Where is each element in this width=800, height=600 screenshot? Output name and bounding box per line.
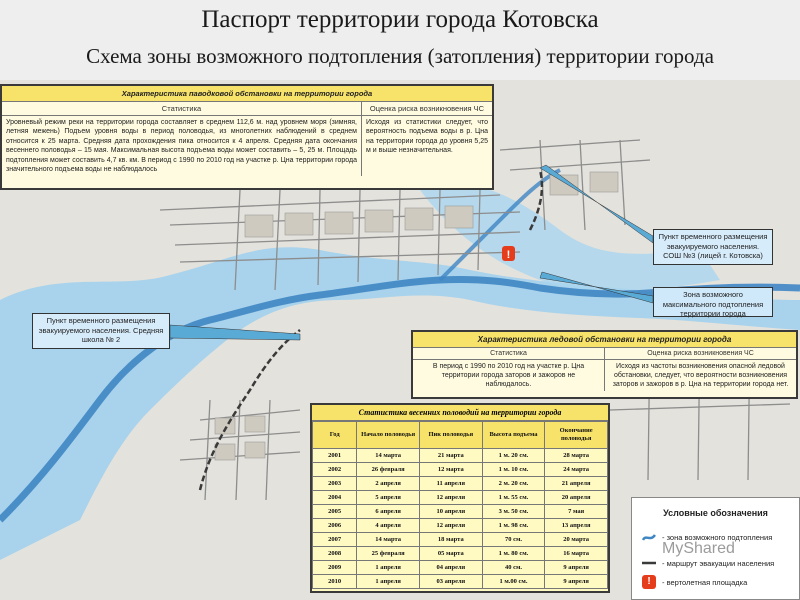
table-cell: 2010: [313, 575, 357, 589]
flood-panel-title: Характеристика паводковой обстановки на территории города: [2, 86, 492, 102]
table-cell: 28 марта: [545, 449, 608, 463]
table-cell: 20 марта: [545, 533, 608, 547]
table-cell: 16 марта: [545, 547, 608, 561]
flood-zone-swatch-icon: [642, 530, 656, 544]
table-cell: 2006: [313, 519, 357, 533]
legend-label: - вертолетная площадка: [662, 577, 748, 587]
table-header: Пик половодья: [419, 422, 482, 449]
flood-stats-text: Уровневый режим реки на территории города составляет в среднем 112,6 м. над уровнем моря (зимняя, летняя межень) Подъем уровня воды в период половодья, из многолетних наблюдений в среднем относится к 25 марта. Средняя дата прохождения пика относится к 4 апреля. Средняя дата окончания весеннего половодья – 15 мая. Максимальная высота подъема воды может составить – 5, 25 м. Площадь подтопления может составить 4,7 кв. км. В период с 1990 по 2010 год на участке р. Цна территории города значительного подъема воды не наблюдалось: [6, 119, 357, 174]
table-row: [313, 547, 608, 561]
table-cell: 20 апреля: [545, 491, 608, 505]
table-row: [313, 491, 608, 505]
page-title: Паспорт территории города Котовска: [201, 6, 599, 33]
table-row: [313, 477, 608, 491]
table-row: [313, 449, 608, 463]
table-cell: 26 февраля: [357, 463, 420, 477]
callout-flood-zone: Зона возможного максимального подтопления территории города: [653, 287, 773, 317]
ice-col-risk-header: Оценка риска возникновения ЧС: [605, 348, 796, 360]
table-cell: 14 марта: [357, 533, 420, 547]
table-cell: 21 марта: [419, 449, 482, 463]
watermark-logo: MyShared: [662, 540, 735, 557]
helipad-icon: !: [642, 575, 656, 589]
table-cell: 04 апреля: [419, 561, 482, 575]
table-cell: 2007: [313, 533, 357, 547]
city-map[interactable]: [0, 80, 800, 600]
table-row: [313, 463, 608, 477]
table-cell: 24 марта: [545, 463, 608, 477]
table-cell: 40 см.: [482, 561, 545, 575]
table-row: [313, 561, 608, 575]
table-header: Год: [313, 422, 357, 449]
ice-col-stats-header: Статистика: [413, 348, 604, 360]
table-cell: 12 марта: [419, 463, 482, 477]
table-cell: 2 м. 20 см.: [482, 477, 545, 491]
legend-item-helipad: [642, 575, 747, 589]
ice-panel-title: Характеристика ледовой обстановки на территории города: [413, 332, 796, 348]
table-cell: 13 апреля: [545, 519, 608, 533]
table-cell: 1 м. 55 см.: [482, 491, 545, 505]
spring-floods-table: [310, 403, 610, 593]
table-cell: 2001: [313, 449, 357, 463]
flood-risk-text: Исходя из статистики следует, что вероятность подъема воды в р. Цна на территории города до уровня 5,25 м и выше незначительная.: [366, 119, 488, 155]
table-cell: 03 апреля: [419, 575, 482, 589]
evacuation-route-icon: [642, 556, 656, 570]
ice-stats-text: В период с 1990 по 2010 год на участке р. Цна территории города заторов и зажоров не наблюдалось.: [432, 363, 585, 388]
ice-risk-text: Исходя из частоты возникновения опасной ледовой обстановки, следует, что вероятности возникновения заторов и зажоров в р. Цна на территории города нет.: [612, 363, 789, 388]
table-cell: 9 апреля: [545, 561, 608, 575]
table-cell: 70 см.: [482, 533, 545, 547]
callout-school-2: Пункт временного размещения эвакуируемого населения. Средняя школа № 2: [32, 313, 170, 349]
table-header: Начало половодья: [357, 422, 420, 449]
table-cell: 2003: [313, 477, 357, 491]
table-cell: 2005: [313, 505, 357, 519]
page-subtitle: Схема зоны возможного подтопления (затопления) территории города: [86, 44, 714, 68]
table-header: Окончание половодья: [545, 422, 608, 449]
table-cell: 21 апреля: [545, 477, 608, 491]
table-row: [313, 575, 608, 589]
table-cell: 12 апреля: [419, 519, 482, 533]
table-cell: 05 марта: [419, 547, 482, 561]
table-row: [313, 533, 608, 547]
table-cell: 2008: [313, 547, 357, 561]
svg-text:!: !: [506, 249, 511, 261]
table-cell: 14 марта: [357, 449, 420, 463]
table-cell: 10 апреля: [419, 505, 482, 519]
table-cell: 18 марта: [419, 533, 482, 547]
table-cell: 11 апреля: [419, 477, 482, 491]
legend-item-evacuation: [642, 556, 774, 570]
table-cell: 12 апреля: [419, 491, 482, 505]
table-cell: 7 мая: [545, 505, 608, 519]
flood-col-risk-header: Оценка риска возникновения ЧС: [362, 102, 492, 116]
flood-characteristics-panel: [0, 84, 494, 190]
table-cell: 1 апреля: [357, 575, 420, 589]
stats-table-title: Статистика весенних половодий на территории города: [312, 405, 608, 421]
table-cell: 1 м. 10 см.: [482, 463, 545, 477]
table-cell: 1 апреля: [357, 561, 420, 575]
legend-label: - маршрут эвакуации населения: [662, 558, 775, 568]
table-cell: 2 апреля: [357, 477, 420, 491]
table-cell: 1 м.00 см.: [482, 575, 545, 589]
table-cell: 1 м. 98 см.: [482, 519, 545, 533]
table-cell: 2002: [313, 463, 357, 477]
table-cell: 2009: [313, 561, 357, 575]
flood-col-stats-header: Статистика: [2, 102, 361, 116]
table-cell: 2004: [313, 491, 357, 505]
legend-title: Условные обозначения: [663, 508, 768, 518]
table-cell: 6 апреля: [357, 505, 420, 519]
table-row: [313, 505, 608, 519]
table-cell: 1 м. 80 см.: [482, 547, 545, 561]
table-cell: 4 апреля: [357, 519, 420, 533]
table-cell: 9 апреля: [545, 575, 608, 589]
table-row: [313, 519, 608, 533]
legend-label: - зона возможного подтопления: [662, 532, 773, 542]
table-cell: 5 апреля: [357, 491, 420, 505]
callout-school-3: Пункт временного размещения эвакуируемого населения. СОШ №3 (лицей г. Котовска): [653, 229, 773, 265]
table-cell: 25 февраля: [357, 547, 420, 561]
table-cell: 3 м. 50 см.: [482, 505, 545, 519]
stats-table: [312, 421, 608, 589]
table-cell: 1 м. 20 см.: [482, 449, 545, 463]
header: [0, 0, 800, 80]
ice-characteristics-panel: [411, 330, 798, 399]
table-header: Высота подъема: [482, 422, 545, 449]
